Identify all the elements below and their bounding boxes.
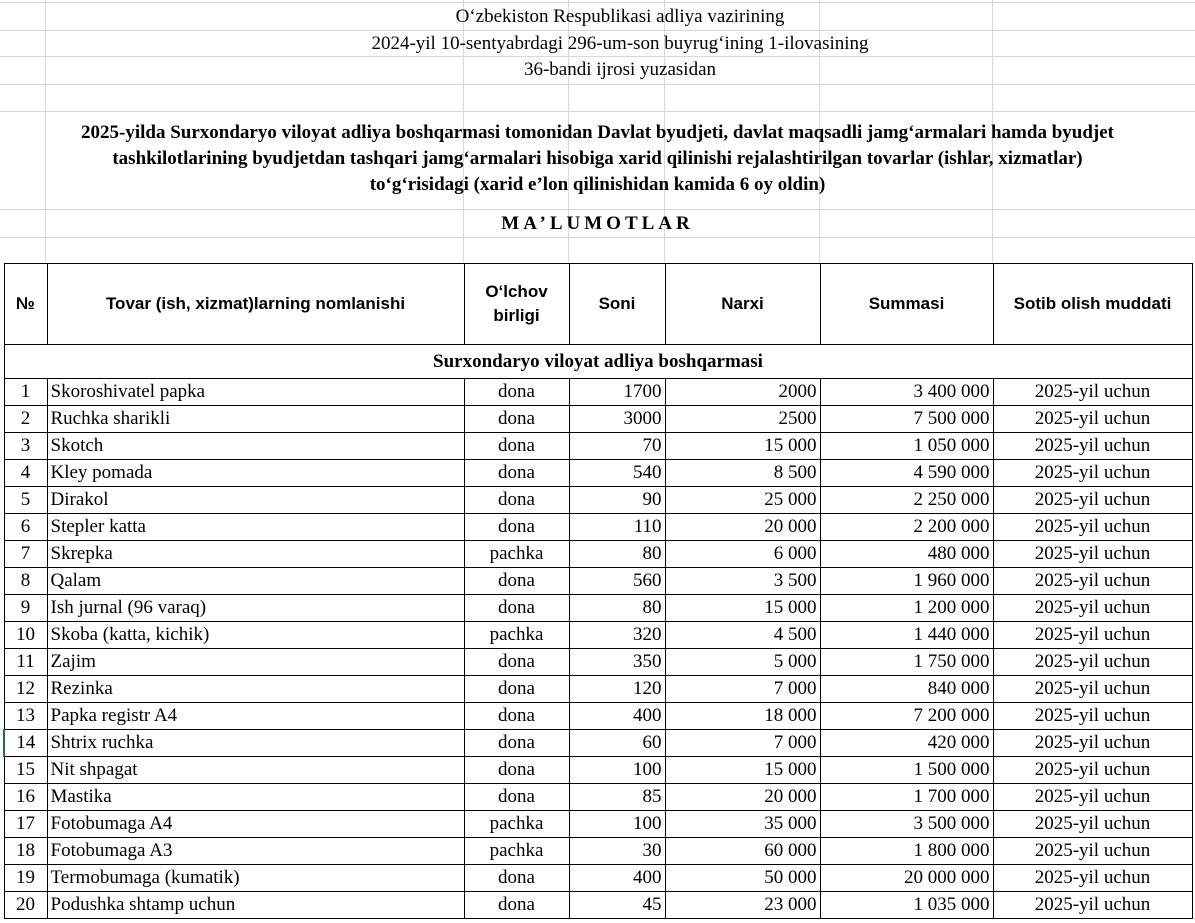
document-title [0, 120, 1195, 198]
quantity-cell[interactable]: 85 [569, 784, 665, 811]
item-name-cell[interactable]: Nit shpagat [47, 757, 464, 784]
price-cell[interactable]: 35 000 [665, 811, 820, 838]
column-header-price[interactable]: Narxi [665, 264, 820, 345]
title-line-3: to‘g‘risidagi (xarid e’lon qilinishidan kamida 6 oy oldin) [369, 174, 826, 195]
grid-line [0, 209, 1195, 210]
table-header-row [4, 264, 1192, 345]
quantity-cell[interactable]: 90 [569, 487, 665, 514]
term-cell[interactable]: 2025-yil uchun [993, 406, 1192, 433]
item-name-cell[interactable]: Ish jurnal (96 varaq) [47, 595, 464, 622]
table-row [4, 703, 1192, 730]
price-cell[interactable]: 23 000 [665, 892, 820, 919]
quantity-cell[interactable]: 320 [569, 622, 665, 649]
unit-cell[interactable]: dona [464, 757, 569, 784]
quantity-cell[interactable]: 70 [569, 433, 665, 460]
item-name-cell[interactable]: Mastika [47, 784, 464, 811]
quantity-cell[interactable]: 120 [569, 676, 665, 703]
item-name-cell[interactable]: Shtrix ruchka [47, 730, 464, 757]
sum-cell[interactable]: 4 590 000 [820, 460, 993, 487]
term-cell[interactable]: 2025-yil uchun [993, 892, 1192, 919]
quantity-cell[interactable]: 560 [569, 568, 665, 595]
sum-cell[interactable]: 1 440 000 [820, 622, 993, 649]
unit-cell[interactable]: dona [464, 676, 569, 703]
table-row [4, 595, 1192, 622]
row-number-cell[interactable]: 4 [4, 460, 47, 487]
item-name-cell[interactable]: Skrepka [47, 541, 464, 568]
table-row [4, 433, 1192, 460]
unit-cell[interactable]: dona [464, 568, 569, 595]
row-number-cell[interactable]: 13 [4, 703, 47, 730]
sum-cell[interactable]: 3 400 000 [820, 379, 993, 406]
sum-cell[interactable]: 2 250 000 [820, 487, 993, 514]
quantity-cell[interactable]: 400 [569, 703, 665, 730]
item-name-cell[interactable]: Zajim [47, 649, 464, 676]
quantity-cell[interactable]: 540 [569, 460, 665, 487]
sum-cell[interactable]: 480 000 [820, 541, 993, 568]
row-number-cell[interactable]: 12 [4, 676, 47, 703]
term-cell[interactable]: 2025-yil uchun [993, 379, 1192, 406]
quantity-cell[interactable]: 60 [569, 730, 665, 757]
price-cell[interactable]: 20 000 [665, 784, 820, 811]
price-cell[interactable]: 20 000 [665, 514, 820, 541]
term-cell[interactable]: 2025-yil uchun [993, 460, 1192, 487]
item-name-cell[interactable]: Fotobumaga A3 [47, 838, 464, 865]
unit-cell[interactable]: dona [464, 892, 569, 919]
row-number-cell[interactable]: 14 [4, 730, 47, 757]
item-name-cell[interactable]: Podushka shtamp uchun [47, 892, 464, 919]
quantity-cell[interactable]: 30 [569, 838, 665, 865]
sum-cell[interactable]: 1 500 000 [820, 757, 993, 784]
table-row [4, 622, 1192, 649]
row-number-cell[interactable]: 10 [4, 622, 47, 649]
term-cell[interactable]: 2025-yil uchun [993, 865, 1192, 892]
grid-line [0, 2, 1195, 3]
table-row [4, 406, 1192, 433]
item-name-cell[interactable]: Skoroshivatel papka [47, 379, 464, 406]
price-cell[interactable]: 3 500 [665, 568, 820, 595]
sum-cell[interactable]: 1 035 000 [820, 892, 993, 919]
term-cell[interactable]: 2025-yil uchun [993, 541, 1192, 568]
price-cell[interactable]: 7 000 [665, 730, 820, 757]
header-line-1: O‘zbekiston Respublikasi adliya vazirining [455, 6, 785, 27]
procurement-table [3, 263, 1193, 919]
table-row [4, 784, 1192, 811]
column-header-term[interactable]: Sotib olish muddati [993, 264, 1192, 345]
price-cell[interactable]: 6 000 [665, 541, 820, 568]
title-line-2: tashkilotlarining byudjetdan tashqari jamg‘armalari hisobiga xarid qilinishi rejalashtirilgan tovarlar (ishlar, xizmatlar) [112, 148, 1083, 169]
table-row [4, 460, 1192, 487]
term-cell[interactable]: 2025-yil uchun [993, 514, 1192, 541]
price-cell[interactable]: 2500 [665, 406, 820, 433]
item-name-cell[interactable]: Qalam [47, 568, 464, 595]
sum-cell[interactable]: 2 200 000 [820, 514, 993, 541]
unit-cell[interactable]: dona [464, 487, 569, 514]
section-row [4, 345, 1192, 379]
quantity-cell[interactable]: 80 [569, 595, 665, 622]
price-cell[interactable]: 18 000 [665, 703, 820, 730]
price-cell[interactable]: 8 500 [665, 460, 820, 487]
row-number-cell[interactable]: 15 [4, 757, 47, 784]
row-number-cell[interactable]: 9 [4, 595, 47, 622]
quantity-cell[interactable]: 1700 [569, 379, 665, 406]
row-number-cell[interactable]: 16 [4, 784, 47, 811]
unit-cell[interactable]: dona [464, 865, 569, 892]
term-cell[interactable]: 2025-yil uchun [993, 568, 1192, 595]
row-number-cell[interactable]: 2 [4, 406, 47, 433]
header-line-3: 36-bandi ijrosi yuzasidan [523, 59, 717, 80]
title-line-1: 2025-yilda Surxondaryo viloyat adliya boshqarmasi tomonidan Davlat byudjeti, davlat maqsadli jamg‘armalari hamda byudjet [81, 122, 1114, 143]
price-cell[interactable]: 2000 [665, 379, 820, 406]
term-cell[interactable]: 2025-yil uchun [993, 703, 1192, 730]
quantity-cell[interactable]: 100 [569, 811, 665, 838]
table-row [4, 676, 1192, 703]
quantity-cell[interactable]: 3000 [569, 406, 665, 433]
table-row [4, 811, 1192, 838]
column-header-name[interactable]: Tovar (ish, xizmat)larning nomlanishi [47, 264, 464, 345]
term-cell[interactable]: 2025-yil uchun [993, 676, 1192, 703]
quantity-cell[interactable]: 110 [569, 514, 665, 541]
item-name-cell[interactable]: Fotobumaga A4 [47, 811, 464, 838]
price-cell[interactable]: 15 000 [665, 595, 820, 622]
term-cell[interactable]: 2025-yil uchun [993, 649, 1192, 676]
term-cell[interactable]: 2025-yil uchun [993, 622, 1192, 649]
unit-cell[interactable]: pachka [464, 838, 569, 865]
row-number-cell[interactable]: 7 [4, 541, 47, 568]
sum-cell[interactable]: 20 000 000 [820, 865, 993, 892]
row-number-cell[interactable]: 18 [4, 838, 47, 865]
column-header-sum[interactable]: Summasi [820, 264, 993, 345]
term-cell[interactable]: 2025-yil uchun [993, 811, 1192, 838]
unit-cell[interactable]: dona [464, 514, 569, 541]
table-row [4, 730, 1192, 757]
sum-cell[interactable]: 1 050 000 [820, 433, 993, 460]
unit-cell[interactable]: pachka [464, 811, 569, 838]
table-row [4, 487, 1192, 514]
unit-cell[interactable]: dona [464, 433, 569, 460]
term-cell[interactable]: 2025-yil uchun [993, 838, 1192, 865]
term-cell[interactable]: 2025-yil uchun [993, 757, 1192, 784]
price-cell[interactable]: 60 000 [665, 838, 820, 865]
price-cell[interactable]: 7 000 [665, 676, 820, 703]
term-cell[interactable]: 2025-yil uchun [993, 433, 1192, 460]
item-name-cell[interactable]: Skotch [47, 433, 464, 460]
price-cell[interactable]: 50 000 [665, 865, 820, 892]
price-cell[interactable]: 15 000 [665, 433, 820, 460]
term-cell[interactable]: 2025-yil uchun [993, 784, 1192, 811]
table-row [4, 514, 1192, 541]
row-number-cell[interactable]: 5 [4, 487, 47, 514]
grid-line [0, 111, 1195, 112]
row-number-cell[interactable]: 6 [4, 514, 47, 541]
row-number-cell[interactable]: 3 [4, 433, 47, 460]
unit-cell[interactable]: pachka [464, 622, 569, 649]
quantity-cell[interactable]: 100 [569, 757, 665, 784]
grid-line [0, 237, 1195, 238]
table-row [4, 892, 1192, 919]
price-cell[interactable]: 5 000 [665, 649, 820, 676]
row-number-cell[interactable]: 19 [4, 865, 47, 892]
quantity-cell[interactable]: 350 [569, 649, 665, 676]
unit-cell[interactable]: dona [464, 649, 569, 676]
unit-cell[interactable]: dona [464, 730, 569, 757]
item-name-cell[interactable]: Skoba (katta, kichik) [47, 622, 464, 649]
row-number-cell[interactable]: 1 [4, 379, 47, 406]
row-number-cell[interactable]: 20 [4, 892, 47, 919]
item-name-cell[interactable]: Termobumaga (kumatik) [47, 865, 464, 892]
table-row [4, 838, 1192, 865]
sum-cell[interactable]: 420 000 [820, 730, 993, 757]
sum-cell[interactable]: 1 200 000 [820, 595, 993, 622]
quantity-cell[interactable]: 400 [569, 865, 665, 892]
unit-cell[interactable]: dona [464, 379, 569, 406]
sum-cell[interactable]: 840 000 [820, 676, 993, 703]
item-name-cell[interactable]: Papka registr A4 [47, 703, 464, 730]
sum-cell[interactable]: 1 700 000 [820, 784, 993, 811]
sum-cell[interactable]: 7 500 000 [820, 406, 993, 433]
item-name-cell[interactable]: Stepler katta [47, 514, 464, 541]
unit-cell[interactable]: dona [464, 595, 569, 622]
sum-cell[interactable]: 1 750 000 [820, 649, 993, 676]
document-subtitle: MA’LUMOTLAR [501, 213, 694, 234]
item-name-cell[interactable]: Dirakol [47, 487, 464, 514]
table-row [4, 865, 1192, 892]
row-number-cell[interactable]: 11 [4, 649, 47, 676]
unit-cell[interactable]: dona [464, 406, 569, 433]
quantity-cell[interactable]: 45 [569, 892, 665, 919]
price-cell[interactable]: 15 000 [665, 757, 820, 784]
unit-cell[interactable]: dona [464, 703, 569, 730]
unit-cell[interactable]: pachka [464, 541, 569, 568]
table-row [4, 649, 1192, 676]
term-cell[interactable]: 2025-yil uchun [993, 487, 1192, 514]
row-number-cell[interactable]: 8 [4, 568, 47, 595]
item-name-cell[interactable]: Ruchka sharikli [47, 406, 464, 433]
quantity-cell[interactable]: 80 [569, 541, 665, 568]
unit-cell[interactable]: dona [464, 784, 569, 811]
term-cell[interactable]: 2025-yil uchun [993, 730, 1192, 757]
sum-cell[interactable]: 3 500 000 [820, 811, 993, 838]
column-header-unit[interactable]: O‘lchov birligi [464, 264, 569, 345]
row-number-cell[interactable]: 17 [4, 811, 47, 838]
table-row [4, 757, 1192, 784]
sum-cell[interactable]: 1 800 000 [820, 838, 993, 865]
column-header-quantity[interactable]: Soni [569, 264, 665, 345]
grid-line [0, 84, 1195, 85]
header-line-2: 2024-yil 10-sentyabrdagi 296-um-son buyrug‘ining 1-ilovasining [371, 33, 869, 54]
section-title[interactable]: Surxondaryo viloyat adliya boshqarmasi [4, 345, 1192, 379]
column-header-number[interactable]: № [4, 264, 47, 345]
item-name-cell[interactable]: Kley pomada [47, 460, 464, 487]
table-row [4, 541, 1192, 568]
table-row [4, 568, 1192, 595]
price-cell[interactable]: 25 000 [665, 487, 820, 514]
sum-cell[interactable]: 1 960 000 [820, 568, 993, 595]
item-name-cell[interactable]: Rezinka [47, 676, 464, 703]
table-row [4, 379, 1192, 406]
sum-cell[interactable]: 7 200 000 [820, 703, 993, 730]
term-cell[interactable]: 2025-yil uchun [993, 595, 1192, 622]
unit-cell[interactable]: dona [464, 460, 569, 487]
price-cell[interactable]: 4 500 [665, 622, 820, 649]
